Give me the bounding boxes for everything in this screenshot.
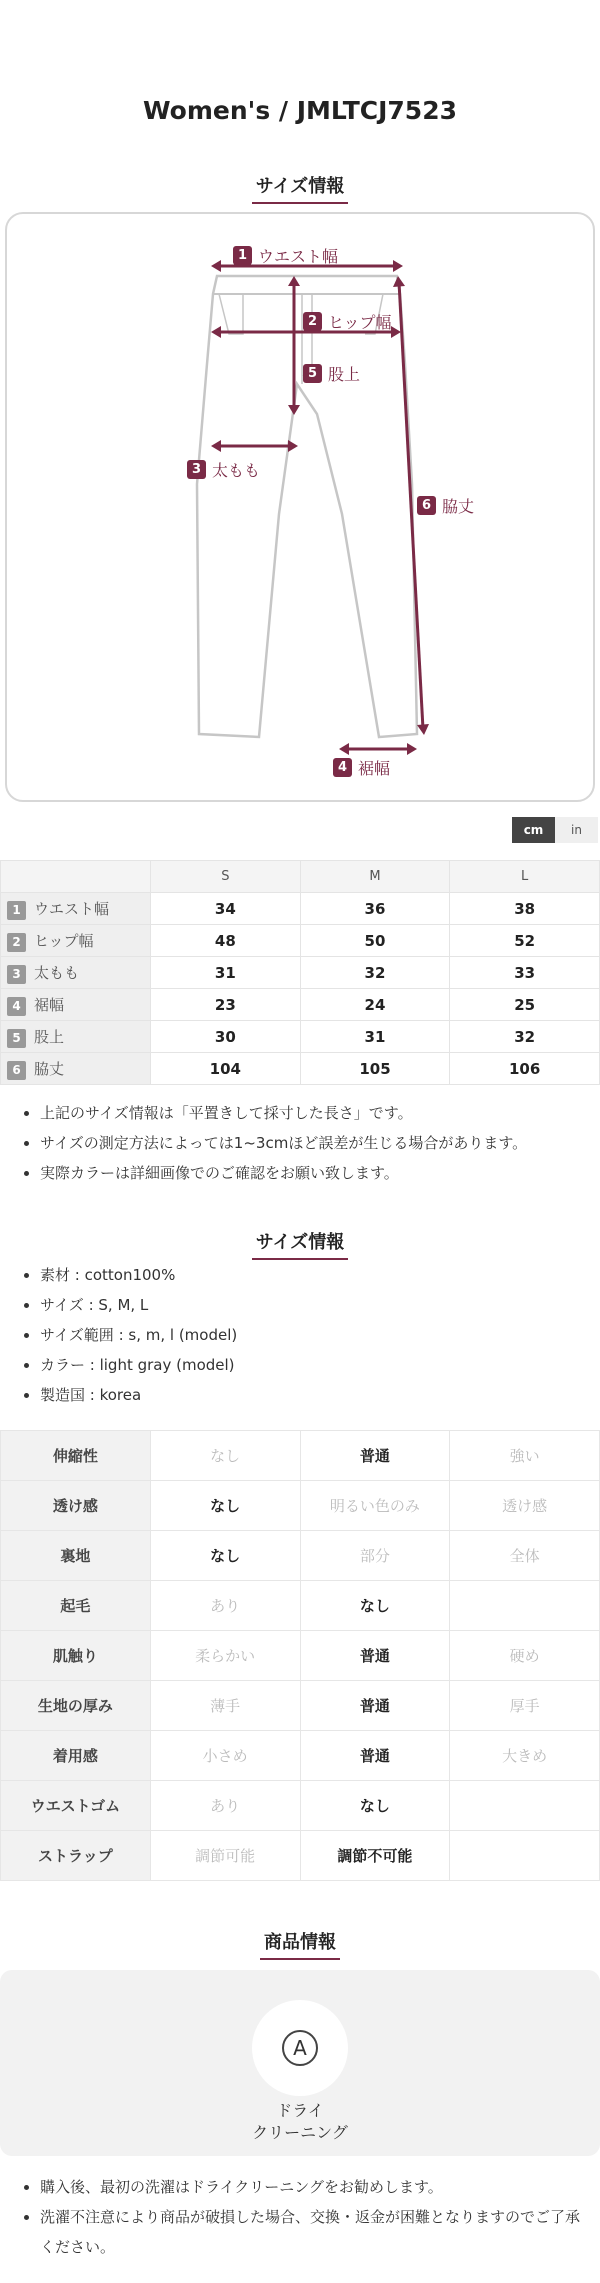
table-row (1, 1431, 600, 1481)
list-item: • サイズ範囲 : s, m, l (model) (40, 1320, 587, 1350)
feel-option: 普通 (300, 1431, 450, 1481)
feel-option: なし (150, 1431, 300, 1481)
feel-row-label: ウエストゴム (1, 1781, 151, 1831)
feel-option: 強い (450, 1431, 600, 1481)
table-row (1, 1581, 600, 1631)
table-row: 6 脇丈 104 105 106 (1, 1053, 600, 1085)
feel-row-label: 起毛 (1, 1581, 151, 1631)
unit-cm-button[interactable]: cm (512, 817, 555, 843)
product-section-title: 商品情報 (0, 1928, 600, 1960)
table-row (1, 1731, 600, 1781)
pants-outline-icon (7, 214, 597, 804)
table-row (1, 1481, 600, 1531)
feel-option: 柔らかい (150, 1631, 300, 1681)
care-label: ドライ クリーニング (252, 2101, 348, 2142)
feel-row-label: 着用感 (1, 1731, 151, 1781)
table-row (1, 1681, 600, 1731)
list-item: • サイズの測定方法によっては1~3cmほど誤差が生じる場合があります。 (40, 1128, 587, 1158)
product-notes (22, 2172, 587, 2262)
diagram-label-outseam: 6 脇丈 (417, 494, 474, 517)
unit-toggle (512, 817, 598, 843)
feel-option (450, 1781, 600, 1831)
list-item: • 素材 : cotton100% (40, 1260, 587, 1290)
spec-section-title: サイズ情報 (0, 1228, 600, 1260)
feel-option: 普通 (300, 1731, 450, 1781)
size-header: S (151, 861, 301, 893)
diagram-label-rise: 5 股上 (303, 362, 360, 385)
care-symbol-circle (252, 2000, 348, 2096)
feel-row-label: 肌触り (1, 1631, 151, 1681)
feel-option: 小さめ (150, 1731, 300, 1781)
dry-clean-icon: A (282, 2030, 318, 2066)
list-item: • 洗濯不注意により商品が破損した場合、交換・返金が困難となりますのでご了承ください。 (40, 2202, 587, 2262)
list-item: • 購入後、最初の洗濯はドライクリーニングをお勧めします。 (40, 2172, 587, 2202)
feel-option: 透け感 (450, 1481, 600, 1531)
table-row: 5 股上 30 31 32 (1, 1021, 600, 1053)
care-box (0, 1970, 600, 2156)
size-header: M (300, 861, 450, 893)
feel-row-label: ストラップ (1, 1831, 151, 1881)
table-row: 3 太もも 31 32 33 (1, 957, 600, 989)
table-row (1, 1531, 600, 1581)
feel-row-label: 透け感 (1, 1481, 151, 1531)
feel-option: なし (300, 1581, 450, 1631)
size-header: L (450, 861, 600, 893)
feel-option: 明るい色のみ (300, 1481, 450, 1531)
pants-diagram (5, 212, 595, 802)
feel-option: あり (150, 1581, 300, 1631)
feel-option: 調節不可能 (300, 1831, 450, 1881)
list-item: • カラー : light gray (model) (40, 1350, 587, 1380)
unit-in-button[interactable]: in (555, 817, 598, 843)
list-item: • 上記のサイズ情報は「平置きして採寸した長さ」です。 (40, 1098, 587, 1128)
table-row: 2 ヒップ幅 48 50 52 (1, 925, 600, 957)
diagram-label-hem: 4 裾幅 (333, 756, 390, 779)
feel-option: 普通 (300, 1681, 450, 1731)
feel-row-label: 裏地 (1, 1531, 151, 1581)
table-row: 1 ウエスト幅 34 36 38 (1, 893, 600, 925)
feel-option (450, 1581, 600, 1631)
page-title: Women's / JMLTCJ7523 (143, 96, 457, 125)
size-notes (22, 1098, 587, 1188)
list-item: • サイズ : S, M, L (40, 1290, 587, 1320)
size-table-header (1, 861, 600, 893)
feel-option: なし (150, 1531, 300, 1581)
diagram-label-waist: 1 ウエスト幅 (233, 244, 338, 267)
table-row: 4 裾幅 23 24 25 (1, 989, 600, 1021)
feel-option: 大きめ (450, 1731, 600, 1781)
feel-option: 薄手 (150, 1681, 300, 1731)
size-table (0, 860, 600, 1085)
fabric-feel-table (0, 1430, 600, 1881)
feel-option: なし (300, 1781, 450, 1831)
table-row (1, 1631, 600, 1681)
feel-option: 全体 (450, 1531, 600, 1581)
feel-option: 普通 (300, 1631, 450, 1681)
feel-row-label: 生地の厚み (1, 1681, 151, 1731)
feel-option: 部分 (300, 1531, 450, 1581)
feel-option: 硬め (450, 1631, 600, 1681)
size-section-title: サイズ情報 (0, 172, 600, 204)
feel-option: なし (150, 1481, 300, 1531)
diagram-label-hip: 2 ヒップ幅 (303, 310, 392, 333)
diagram-label-thigh: 3 太もも (187, 458, 260, 481)
feel-option: あり (150, 1781, 300, 1831)
feel-option: 厚手 (450, 1681, 600, 1731)
list-item: • 実際カラーは詳細画像でのご確認をお願い致します。 (40, 1158, 587, 1188)
table-row (1, 1781, 600, 1831)
table-row (1, 1831, 600, 1881)
spec-list (22, 1260, 587, 1410)
list-item: • 製造国 : korea (40, 1380, 587, 1410)
feel-option (450, 1831, 600, 1881)
feel-row-label: 伸縮性 (1, 1431, 151, 1481)
feel-option: 調節可能 (150, 1831, 300, 1881)
